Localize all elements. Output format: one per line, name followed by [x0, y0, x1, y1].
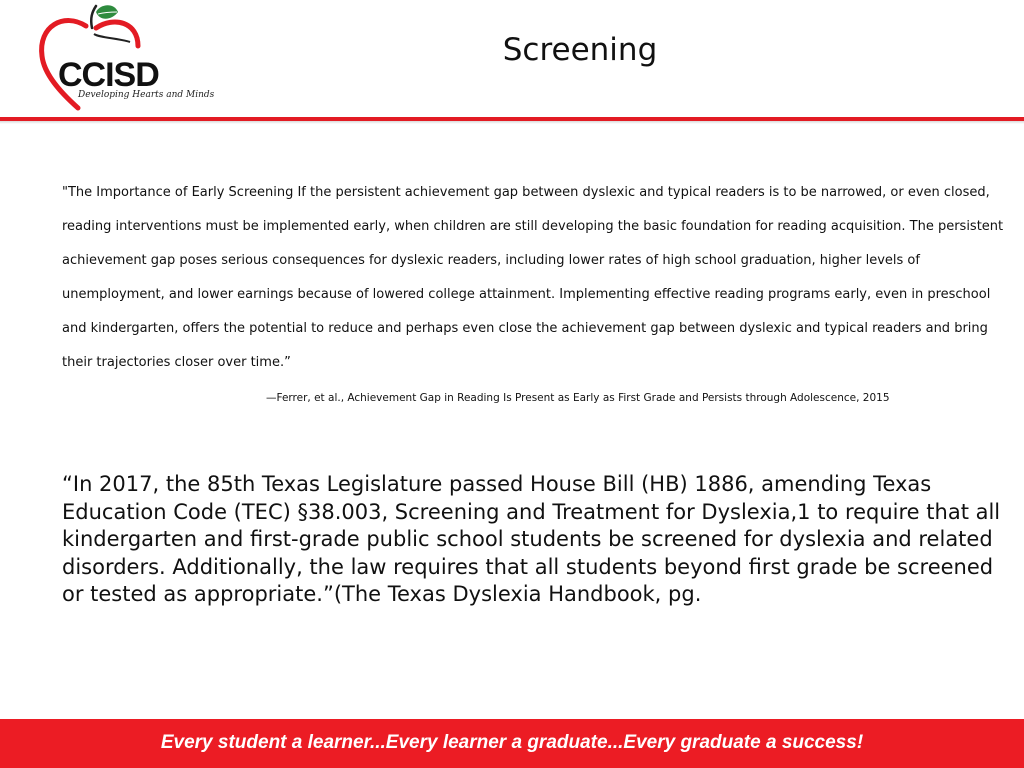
footer-slogan: Every student a learner...Every learner a graduate...Every graduate a success!: [160, 732, 864, 753]
logo-wordmark: CCISD: [58, 56, 159, 94]
ccisd-logo: [34, 4, 215, 114]
logo-tagline: Developing Hearts and Minds: [78, 90, 215, 100]
research-quote: "The Importance of Early Screening If the persistent achievement gap between dyslexic and typical readers is to be narrowed, or even closed, reading interventions must be implemented early, when children are still developing the basic foundation for reading acquisition. The persistent achievement gap poses serious consequences for dyslexic readers, including lower rates of high school graduation, higher levels of unemployment, and lower earnings because of lowered college attainment. Implementing effective reading programs early, even in preschool and kindergarten, offers the potential to reduce and perhaps even close the achievement gap between dyslexic and typical readers and bring their trajectories closer over time.”: [62, 185, 1004, 370]
quote-attribution: —Ferrer, et al., Achievement Gap in Reading Is Present as Early as First Grade and Persists through Adolescence, 2015: [266, 392, 890, 404]
legislation-statement: “In 2017, the 85th Texas Legislature passed House Bill (HB) 1886, amending Texas Education Code (TEC) §38.003, Screening and Treatment for Dyslexia,1 to require that all kindergarten and first-grade public school students be screened for dyslexia and related disorders. Additionally, the law requires that all students beyond first grade be screened or tested as appropriate.”(The Texas Dyslexia Handbook, pg.: [62, 472, 1001, 606]
header-divider-shadow: [0, 121, 1024, 124]
page-title: Screening: [502, 32, 658, 68]
